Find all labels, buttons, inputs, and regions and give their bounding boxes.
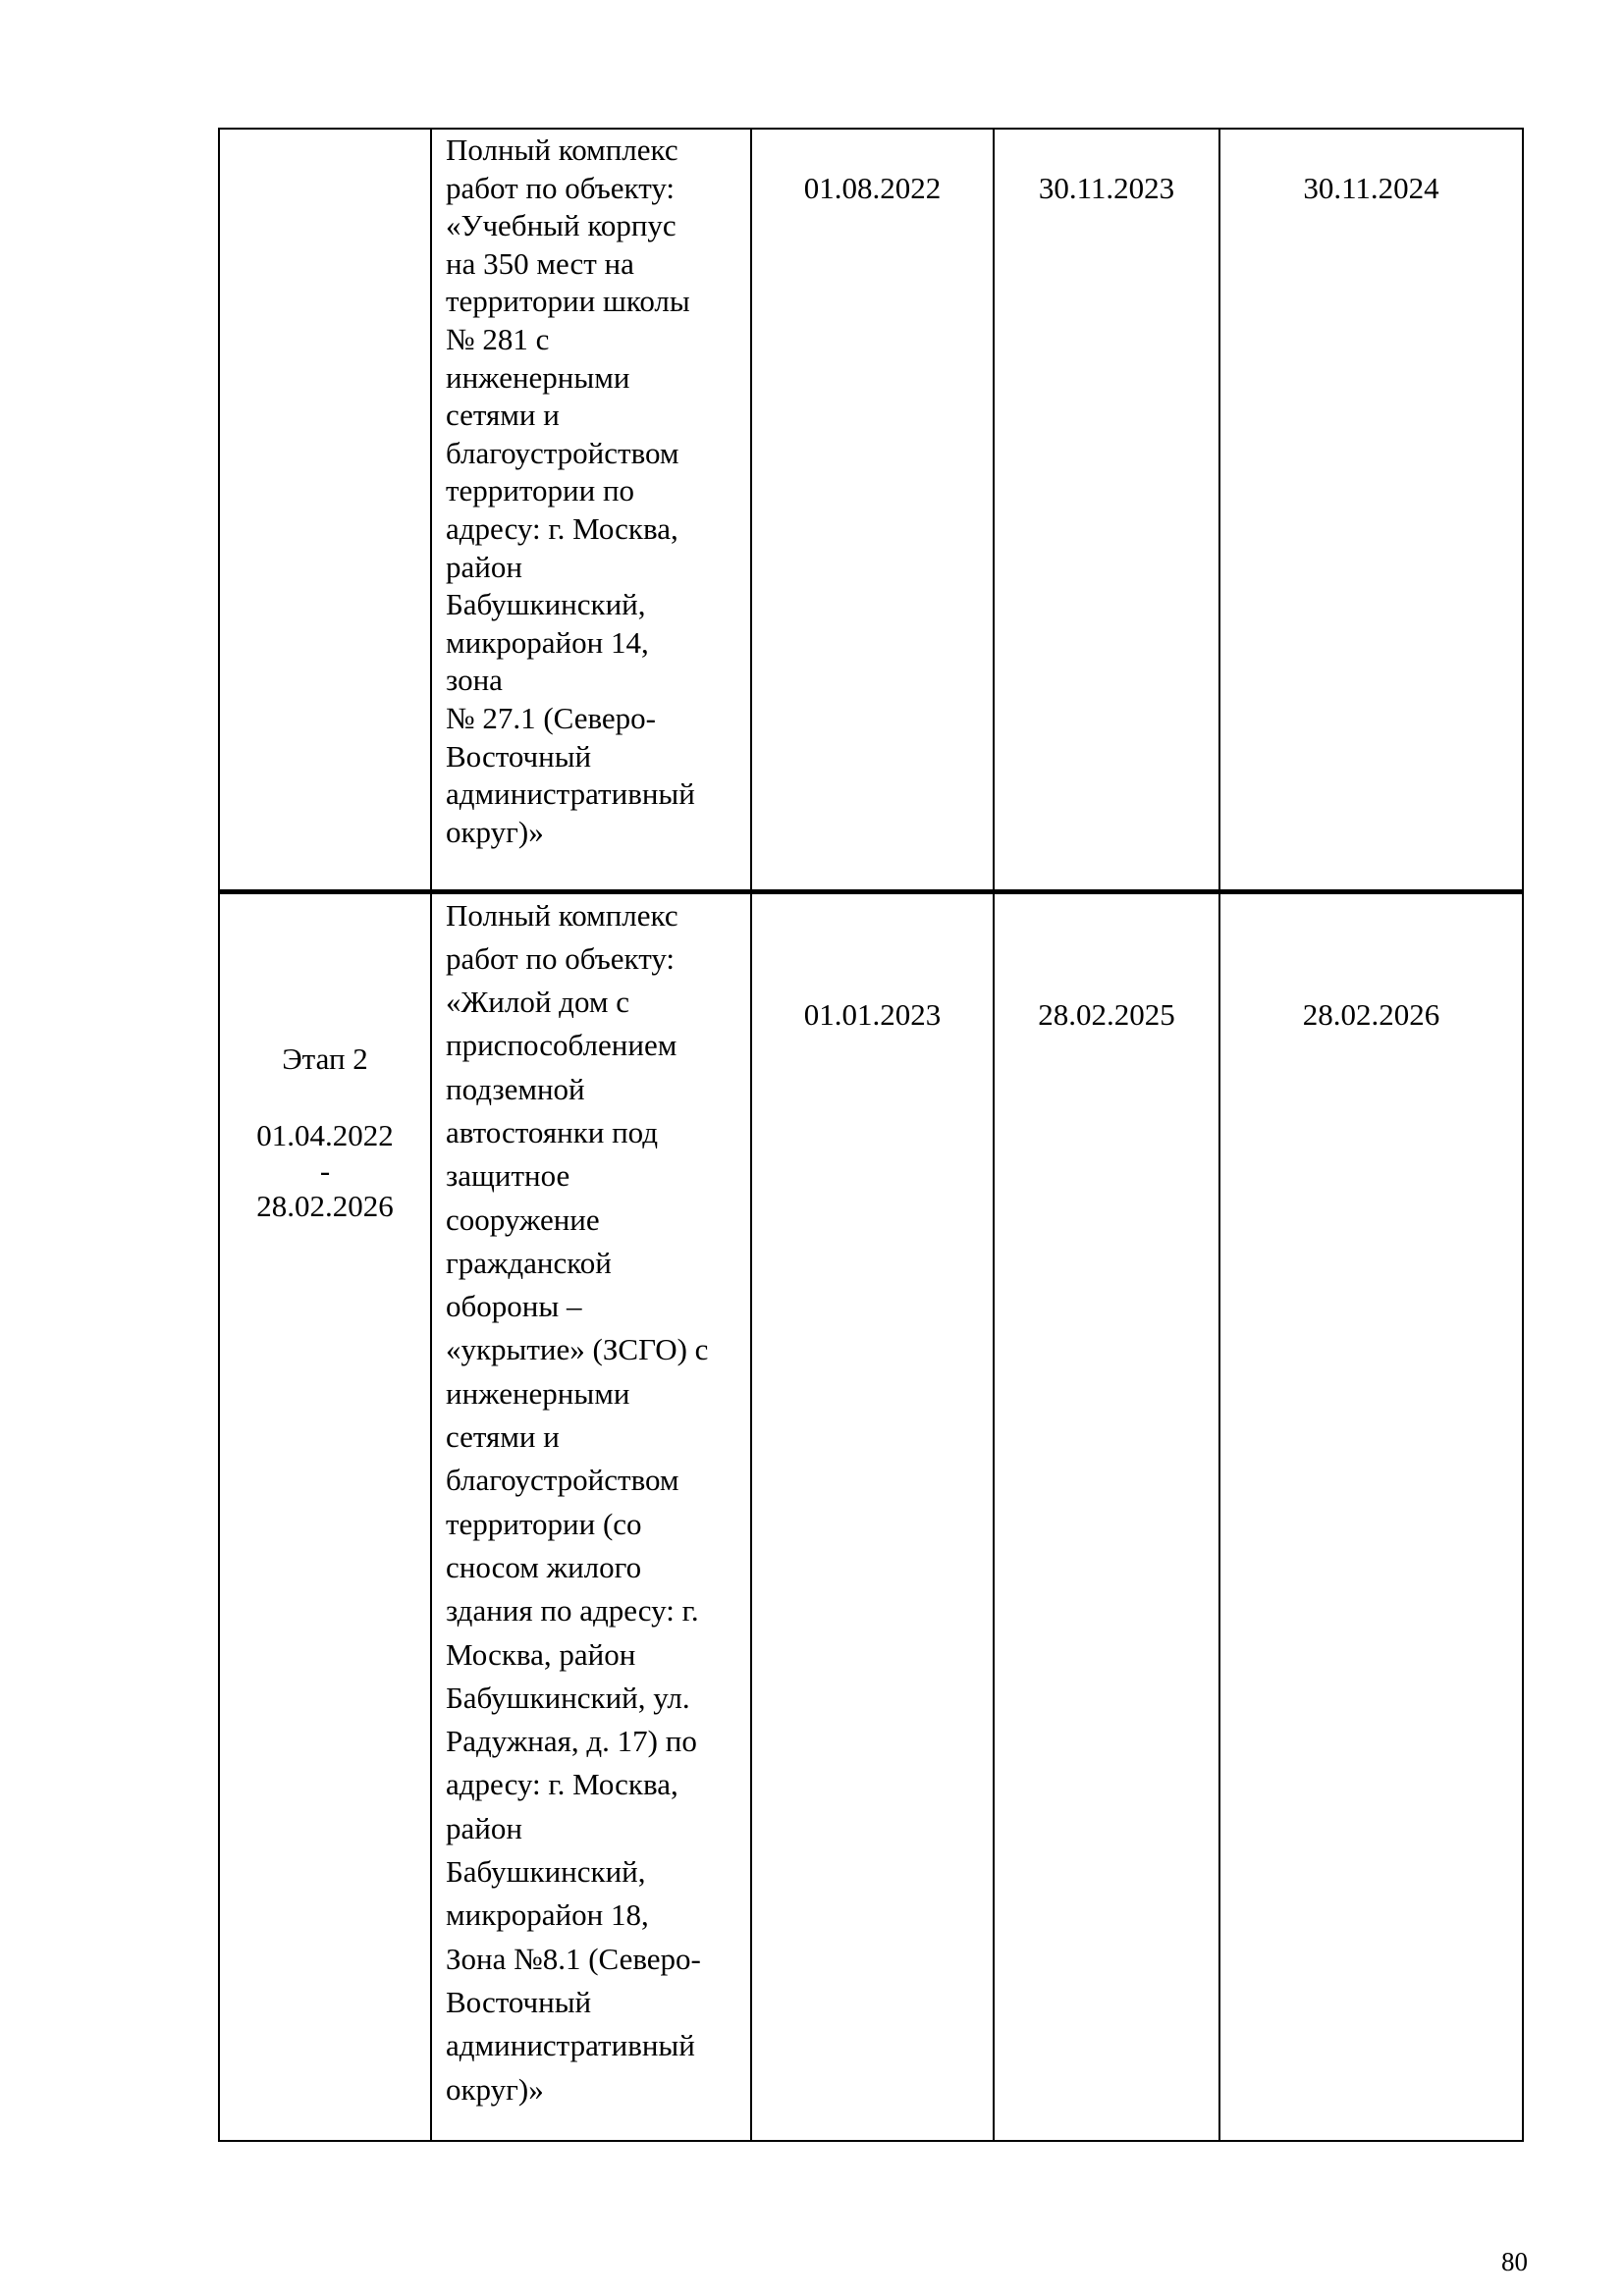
description-line: «Жилой дом с — [446, 985, 629, 1020]
description-line: подземной — [446, 1071, 585, 1106]
start-date: 01.01.2023 — [803, 996, 942, 1032]
description-line: инженерными — [446, 1375, 630, 1411]
final-date: 30.11.2024 — [1303, 171, 1439, 205]
description-line: здания по адресу: г. — [446, 1593, 699, 1629]
table-row — [219, 891, 1523, 2141]
stage-name: Этап 2 — [282, 1041, 368, 1076]
description-line: благоустройством — [446, 1463, 679, 1498]
object-description — [432, 894, 750, 2121]
description-line: защитное — [446, 1158, 570, 1194]
description-line: микрорайон 14, — [446, 624, 649, 660]
stage-date-separator: - — [319, 1152, 331, 1188]
description-line: Бабушкинский, — [446, 587, 646, 622]
stage-end-date: 28.02.2026 — [256, 1188, 394, 1223]
description-line: сносом жилого — [446, 1549, 642, 1584]
description-line: адресу: г. Москва, — [446, 1767, 678, 1802]
final-date-cell — [1219, 891, 1523, 2141]
description-line: благоустройством — [446, 435, 679, 470]
description-line: сооружение — [446, 1201, 600, 1237]
description-line: территории по — [446, 473, 635, 508]
description-line: «укрытие» (ЗСГО) с — [446, 1332, 709, 1367]
page-number: 80 — [1501, 2247, 1528, 2276]
description-line: «Учебный корпус — [446, 208, 677, 243]
start-date: 01.08.2022 — [803, 171, 942, 205]
completion-date-cell — [994, 129, 1219, 891]
description-line: Восточный — [446, 1984, 592, 2019]
start-date-cell — [751, 129, 994, 891]
object-description — [432, 130, 750, 861]
start-date-cell — [751, 891, 994, 2141]
description-line: округ)» — [446, 814, 544, 849]
final-date: 28.02.2026 — [1302, 996, 1440, 1032]
description-line: микрорайон 18, — [446, 1897, 649, 1933]
description-line: № 281 с — [446, 321, 550, 356]
completion-date-cell — [994, 891, 1219, 2141]
description-line: инженерными — [446, 359, 630, 395]
completion-date: 28.02.2025 — [1038, 996, 1175, 1032]
description-line: административный — [446, 2028, 695, 2063]
stage-cell — [219, 891, 431, 2141]
description-cell — [431, 891, 751, 2141]
description-line: район — [446, 1810, 522, 1845]
description-line: территории (со — [446, 1506, 642, 1541]
schedule-table — [218, 128, 1524, 2142]
table-row — [219, 129, 1523, 891]
description-line: автостоянки под — [446, 1114, 659, 1149]
description-line: территории школы — [446, 284, 690, 319]
description-line: Полный комплекс — [446, 133, 678, 167]
stage-start-date: 01.04.2022 — [256, 1117, 394, 1152]
description-line: зона — [446, 663, 503, 698]
description-line: район — [446, 549, 522, 584]
description-line: Бабушкинский, ул. — [446, 1680, 690, 1715]
description-line: Полный комплекс — [446, 897, 678, 933]
description-line: административный — [446, 776, 695, 812]
description-line: приспособлением — [446, 1028, 677, 1063]
description-line: на 350 мест на — [446, 245, 634, 281]
description-line: работ по объекту: — [446, 170, 676, 205]
description-line: Зона №8.1 (Северо- — [446, 1941, 701, 1976]
description-line: Москва, район — [446, 1636, 636, 1672]
description-cell — [431, 129, 751, 891]
description-line: округ)» — [446, 2071, 544, 2107]
description-line: сетями и — [446, 1419, 560, 1455]
description-line: № 27.1 (Северо- — [446, 700, 657, 735]
description-line: Радужная, д. 17) по — [446, 1724, 697, 1759]
stage-cell — [219, 129, 431, 891]
description-line: гражданской — [446, 1245, 612, 1280]
description-line: Бабушкинский, — [446, 1854, 646, 1890]
final-date-cell — [1219, 129, 1523, 891]
description-line: Восточный — [446, 738, 592, 774]
description-line: адресу: г. Москва, — [446, 510, 678, 546]
description-line: обороны – — [446, 1289, 582, 1324]
description-line: работ по объекту: — [446, 940, 676, 976]
description-line: сетями и — [446, 398, 560, 433]
completion-date: 30.11.2023 — [1038, 171, 1175, 205]
